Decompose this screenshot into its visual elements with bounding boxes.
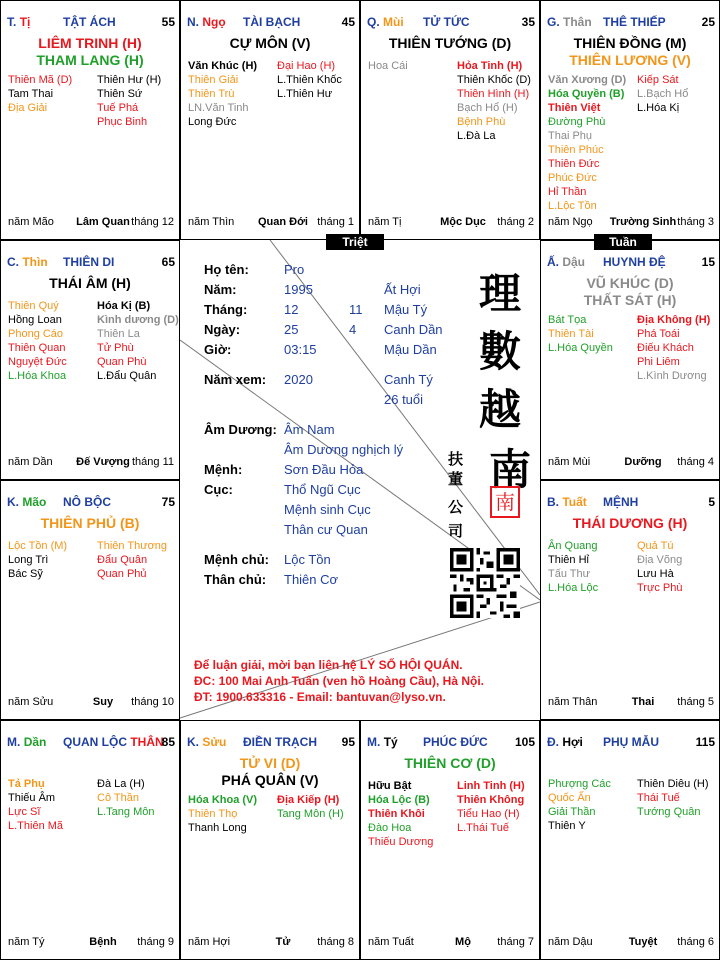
minor-star: Quan Phù <box>97 356 147 368</box>
triet-marker: Triệt <box>326 234 384 250</box>
star-column-right <box>637 777 709 819</box>
minor-star: Bác Sỹ <box>8 568 43 580</box>
house-name: THIÊN DI <box>63 255 115 269</box>
main-star: THIÊN PHỦ (B) <box>40 515 140 531</box>
minor-star: Địa Kiếp (H) <box>277 794 340 806</box>
palace-footer <box>8 456 174 469</box>
house-age: 65 <box>161 255 175 269</box>
month-can: Mậu Tý <box>384 302 428 317</box>
palace-year: năm Thìn <box>188 216 235 228</box>
minor-star: Kiếp Sát <box>637 74 679 86</box>
calligraphy-char-2: 數 <box>478 327 521 376</box>
palace-branch: T. Tị <box>7 15 31 29</box>
palace-month: tháng 12 <box>131 216 174 228</box>
star-column-left <box>188 59 257 129</box>
palace-footer <box>188 936 354 949</box>
view-year-label: Năm xem: <box>204 372 267 387</box>
house-name: NÔ BỘC <box>63 495 111 509</box>
star-column-right <box>97 777 154 819</box>
palace-month: tháng 1 <box>317 216 354 228</box>
palace-branch: K. Sửu <box>187 735 227 749</box>
calligraphy-char-1: 理 <box>478 269 521 318</box>
palace-dan <box>0 720 180 960</box>
hour-label: Giờ: <box>204 342 232 357</box>
palace-hoi <box>540 720 720 960</box>
minor-star: Đường Phù <box>548 116 606 128</box>
contact-address: ĐC: 100 Mai Anh Tuấn (ven hồ Hoàng Cầu), Hà Nội. <box>194 674 485 688</box>
contact-line-1: Để luận giải, mời bạn liên hệ LÝ SỐ HỘI QUÁN. <box>194 658 463 672</box>
house-age: 105 <box>514 735 535 749</box>
minor-star: Ân Quang <box>548 540 598 552</box>
age-value: 26 tuổi <box>384 392 424 407</box>
palace-mao <box>0 480 180 720</box>
minor-star: Thiên Hỉ <box>548 554 589 566</box>
minor-star: L.Bạch Hổ <box>637 88 689 100</box>
palace-month: tháng 11 <box>131 456 174 468</box>
minor-star: Quan Phủ <box>97 568 147 580</box>
star-column-right <box>97 299 179 383</box>
minor-star: Thiên Đức <box>548 158 600 170</box>
minor-star: Thiên Khôi <box>368 808 425 820</box>
star-column-left <box>548 313 613 355</box>
main-star: THẤT SÁT (H) <box>583 292 677 308</box>
palace-header <box>367 15 535 29</box>
palace-header <box>367 735 535 749</box>
star-column-right <box>457 779 525 835</box>
palace-branch: B. Tuất <box>547 495 587 509</box>
house-age: 35 <box>521 15 535 29</box>
palace-header <box>547 735 715 749</box>
life-stage: Đế Vượng <box>76 456 130 468</box>
palace-header <box>547 15 715 29</box>
minor-star: Phá Toái <box>637 328 680 340</box>
red-seal-stamp: 南 <box>490 486 520 518</box>
day-label: Ngày: <box>204 322 241 337</box>
palace-branch: Ấ. Dậu <box>547 255 586 269</box>
minor-star: Thiên Diêu (H) <box>637 778 709 790</box>
palace-ty <box>360 720 540 960</box>
hour-value: 03:15 <box>284 342 317 357</box>
cuc-value-1: Thổ Ngũ Cục <box>284 482 361 497</box>
minor-star: Tam Thai <box>8 88 54 100</box>
amduong-value-1: Âm Nam <box>284 422 335 437</box>
palace-year: năm Thân <box>548 696 598 708</box>
year-label: Năm: <box>204 282 237 297</box>
minor-star: Địa Võng <box>637 554 683 566</box>
minor-star: Thiên Mã (D) <box>8 74 73 86</box>
view-year-can: Canh Tý <box>384 372 433 387</box>
minor-star: Thiên Trù <box>188 88 235 100</box>
minor-star: Thiên Khốc (D) <box>457 74 531 86</box>
star-column-left <box>548 777 611 833</box>
than-chu-value: Thiên Cơ <box>284 572 339 587</box>
palace-suu <box>180 720 360 960</box>
minor-star: L.Thiên Khốc <box>277 74 342 86</box>
minor-star: Phượng Các <box>548 778 611 790</box>
minor-star: Thiếu Âm <box>8 792 56 804</box>
house-age: 45 <box>341 15 355 29</box>
star-column-right <box>637 539 682 595</box>
palace-header <box>187 15 355 29</box>
star-column-left <box>548 73 626 213</box>
house-age: 85 <box>161 735 175 749</box>
month-lunar: 11 <box>349 302 363 317</box>
seal-char-2: 董 <box>448 470 464 488</box>
star-column-left <box>548 539 598 595</box>
minor-star: Thiên La <box>97 328 140 340</box>
palace-ngo <box>180 0 360 240</box>
minor-star: Thiên Quý <box>8 300 59 312</box>
than-chu-label: Thân chủ: <box>204 572 267 587</box>
minor-star: L.Kình Dương <box>637 370 707 382</box>
name-value: Pro <box>284 262 305 277</box>
palace-footer <box>548 216 714 229</box>
minor-star: Thiên Thọ <box>188 808 238 820</box>
house-name: PHỤ MẪU <box>603 735 659 749</box>
star-column-left <box>8 299 67 383</box>
house-name: MỆNH <box>603 495 639 509</box>
minor-star: Điếu Khách <box>637 342 694 354</box>
palace-dau <box>540 240 720 480</box>
life-stage: Suy <box>92 696 114 708</box>
minor-star: Thiên Tài <box>548 328 594 340</box>
palace-month: tháng 8 <box>317 936 354 948</box>
house-name: THÊ THIẾP <box>603 15 666 29</box>
main-star: LIÊM TRINH (H) <box>38 35 142 51</box>
main-star: THÁI ÂM (H) <box>49 275 131 291</box>
minor-star: Bệnh Phù <box>457 116 506 128</box>
palace-year: năm Tuất <box>368 936 414 948</box>
minor-star: L.Thiên Hư <box>277 88 333 100</box>
star-column-right <box>277 793 344 821</box>
palace-year: năm Sửu <box>8 696 54 708</box>
palace-year: năm Mùi <box>548 456 591 468</box>
palace-year: năm Dậu <box>548 936 593 948</box>
minor-star: Đào Hoa <box>368 822 412 834</box>
star-column-right <box>97 539 167 581</box>
main-star: THIÊN LƯƠNG (V) <box>569 52 691 68</box>
minor-star: L.Đà La <box>457 130 496 142</box>
palace-footer <box>368 216 534 229</box>
minor-star: L.Đẩu Quân <box>97 370 157 382</box>
day-can: Canh Dần <box>384 322 443 337</box>
palace-branch: G. Thân <box>547 15 592 29</box>
minor-star: Thiên Thương <box>97 540 168 552</box>
minor-star: Thiên Việt <box>548 102 601 114</box>
cuc-value-3: Thân cư Quan <box>284 522 368 537</box>
life-stage: Trường Sinh <box>609 216 677 228</box>
minor-star: Hữu Bật <box>368 780 412 792</box>
minor-star: L.Tang Môn <box>97 806 155 818</box>
star-column-left <box>8 777 63 833</box>
palace-year: năm Hợi <box>188 936 231 948</box>
minor-star: LN.Văn Tinh <box>188 102 249 114</box>
minor-star: Tuế Phá <box>97 102 139 114</box>
minor-star: Tả Phụ <box>8 778 45 790</box>
minor-star: Hỏa Tinh (H) <box>457 60 523 72</box>
minor-star: Địa Không (H) <box>637 314 711 326</box>
star-column-left <box>368 59 408 73</box>
palace-footer <box>368 936 534 949</box>
life-stage: Bệnh <box>89 936 117 948</box>
minor-star: L.Thiên Mã <box>8 820 64 832</box>
minor-star: Đẩu Quân <box>97 554 148 566</box>
minor-star: Hoa Cái <box>368 60 408 72</box>
palace-month: tháng 7 <box>497 936 534 948</box>
minor-star: Phong Cáo <box>8 328 64 340</box>
house-name: TẬT ÁCH <box>63 15 116 29</box>
house-age: 115 <box>695 735 715 749</box>
palace-header <box>7 255 175 269</box>
minor-star: Long Trì <box>8 554 49 566</box>
year-can: Ất Hợi <box>384 282 421 297</box>
palace-footer <box>188 216 354 229</box>
minor-star: Thiên Hư (H) <box>97 74 162 86</box>
seal-char-1: 扶 <box>448 450 464 468</box>
calligraphy-char-3: 越 <box>478 385 521 434</box>
minor-star: Nguyệt Đức <box>8 356 67 368</box>
main-star: THIÊN CƠ (D) <box>404 755 496 771</box>
house-name: HUYNH ĐỆ <box>603 255 666 269</box>
star-column-left <box>368 779 433 849</box>
seal-char-4: 司 <box>448 522 464 540</box>
palace-footer <box>8 696 174 709</box>
palace-branch: N. Ngọ <box>187 15 226 29</box>
palace-than <box>540 0 720 240</box>
minor-star: Đà La (H) <box>97 778 145 790</box>
palace-branch: M. Dần <box>7 735 47 749</box>
minor-star: Bát Tọa <box>548 314 587 326</box>
house-age: 25 <box>701 15 715 29</box>
main-star: TỬ VI (D) <box>239 755 301 771</box>
star-column-left <box>188 793 257 835</box>
minor-star: Đại Hao (H) <box>277 60 336 72</box>
menh-chu-value: Lộc Tồn <box>284 552 331 567</box>
minor-star: Long Đức <box>188 116 237 128</box>
main-star: THIÊN ĐỒNG (M) <box>573 35 687 51</box>
minor-star: Địa Giải <box>8 102 48 114</box>
star-column-right <box>637 73 688 115</box>
calligraphy-char-4: 南 <box>488 445 531 494</box>
minor-star: Thiên Không <box>457 794 525 806</box>
life-stage: Mộc Dục <box>440 216 486 228</box>
qr-code-icon <box>450 548 520 618</box>
palace-header <box>7 15 175 29</box>
minor-star: Hóa Khoa (V) <box>188 794 258 806</box>
house-age: 55 <box>161 15 175 29</box>
minor-star: L.Hóa Quyền <box>548 342 613 354</box>
palace-year: năm Tị <box>368 216 402 228</box>
cuc-value-2: Mệnh sinh Cục <box>284 502 371 517</box>
minor-star: Thiên Phúc <box>548 144 604 156</box>
star-column-left <box>8 539 67 581</box>
palace-thin <box>0 240 180 480</box>
contact-phone-email: ĐT: 1900.633316 - Email: bantuvan@lyso.vn. <box>194 690 446 704</box>
minor-star: Hóa Quyền (B) <box>548 88 625 100</box>
palace-header <box>7 495 175 509</box>
menh-label: Mệnh: <box>204 462 243 477</box>
star-column-right <box>637 313 710 383</box>
palace-year: năm Tý <box>8 936 45 948</box>
life-stage: Tuyệt <box>628 936 658 948</box>
minor-star: Thiên Sứ <box>97 88 143 100</box>
main-star: THÁI DƯƠNG (H) <box>572 515 688 531</box>
life-stage: Tử <box>275 936 291 948</box>
star-column-right <box>457 59 531 143</box>
minor-star: Thiên Quan <box>8 342 66 354</box>
palace-month: tháng 5 <box>677 696 714 708</box>
palace-header <box>7 735 175 749</box>
month-value: 12 <box>284 302 299 317</box>
palace-header <box>547 495 715 509</box>
life-stage: Quan Đới <box>258 216 308 228</box>
palace-footer <box>548 696 714 709</box>
minor-star: Văn Xương (D) <box>548 74 627 86</box>
star-column-left <box>8 73 72 115</box>
palace-branch: M. Tý <box>367 735 398 749</box>
minor-star: Linh Tinh (H) <box>457 780 525 792</box>
star-column-right <box>277 59 342 101</box>
star-column-right <box>97 73 161 129</box>
life-stage: Dưỡng <box>624 456 662 468</box>
minor-star: Trực Phù <box>637 582 683 594</box>
palace-month: tháng 4 <box>677 456 714 468</box>
cuc-label: Cục: <box>204 482 233 497</box>
minor-star: Bạch Hổ (H) <box>457 102 518 114</box>
house-name: QUAN LỘC THÂN <box>63 735 164 749</box>
palace-branch: Đ. Hợi <box>547 735 583 749</box>
amduong-label: Âm Dương: <box>204 422 277 437</box>
palace-month: tháng 2 <box>497 216 534 228</box>
palace-year: năm Mão <box>8 216 54 228</box>
house-name: TỬ TỨC <box>423 15 470 29</box>
minor-star: Cô Thần <box>97 792 139 804</box>
life-stage: Mộ <box>455 936 471 948</box>
day-value: 25 <box>284 322 299 337</box>
minor-star: L.Thái Tuế <box>457 822 509 834</box>
palace-month: tháng 10 <box>131 696 174 708</box>
house-age: 5 <box>708 495 715 509</box>
minor-star: Hóa Kị (B) <box>97 300 151 312</box>
minor-star: Tử Phù <box>97 342 134 354</box>
seal-char-3: 公 <box>448 498 464 516</box>
minor-star: Thiên Hình (H) <box>457 88 530 100</box>
minor-star: Thiên Y <box>548 820 586 832</box>
palace-header <box>187 735 355 749</box>
year-value: 1995 <box>284 282 313 297</box>
minor-star: Thiếu Dương <box>368 836 434 848</box>
minor-star: Quốc Ấn <box>548 792 591 804</box>
palace-branch: K. Mão <box>7 495 47 509</box>
minor-star: Lực Sĩ <box>8 806 41 818</box>
month-label: Tháng: <box>204 302 248 317</box>
minor-star: Thai Phụ <box>548 130 593 142</box>
minor-star: Phục Binh <box>97 116 148 128</box>
minor-star: Lưu Hà <box>637 568 674 580</box>
day-lunar: 4 <box>349 322 357 337</box>
name-label: Họ tên: <box>204 262 249 277</box>
palace-header <box>547 255 715 269</box>
palace-tuat <box>540 480 720 720</box>
view-year-value: 2020 <box>284 372 313 387</box>
minor-star: Phúc Đức <box>548 172 597 184</box>
palace-month: tháng 9 <box>137 936 174 948</box>
palace-year: năm Ngọ <box>548 216 593 228</box>
tuan-marker: Tuần <box>594 234 652 250</box>
minor-star: Thanh Long <box>188 822 247 834</box>
minor-star: Tang Môn (H) <box>277 808 344 820</box>
minor-star: Tiểu Hao (H) <box>457 808 520 820</box>
minor-star: Kình dương (D) <box>97 314 179 326</box>
palace-footer <box>8 216 174 229</box>
amduong-value-2: Âm Dương nghịch lý <box>284 442 404 457</box>
minor-star: Hóa Lộc (B) <box>368 794 430 806</box>
minor-star: Hỉ Thần <box>548 186 587 198</box>
minor-star: Thái Tuế <box>637 792 680 804</box>
main-star: CỰ MÔN (V) <box>229 35 311 51</box>
than-marker: THÂN <box>130 735 164 749</box>
palace-year: năm Dần <box>8 456 53 468</box>
house-name: PHÚC ĐỨC <box>423 735 488 749</box>
house-age: 75 <box>161 495 175 509</box>
palace-branch: Q. Mùi <box>367 15 404 29</box>
minor-star: Hồng Loan <box>8 314 62 326</box>
palace-branch: C. Thìn <box>7 255 48 269</box>
main-star: THAM LANG (H) <box>36 52 144 68</box>
minor-star: Quả Tú <box>637 540 674 552</box>
life-stage: Lâm Quan <box>76 216 130 228</box>
minor-star: Thiên Giải <box>188 74 239 86</box>
minor-star: Tấu Thư <box>548 568 591 580</box>
palace-month: tháng 3 <box>677 216 714 228</box>
hour-can: Mậu Dần <box>384 342 437 357</box>
minor-star: L.Lộc Tồn <box>548 200 597 212</box>
house-age: 95 <box>341 735 355 749</box>
main-star: VŨ KHÚC (D) <box>586 275 674 291</box>
center-info-panel <box>180 240 540 720</box>
house-age: 15 <box>701 255 715 269</box>
minor-star: Lộc Tồn (M) <box>8 540 68 552</box>
palace-month: tháng 6 <box>677 936 714 948</box>
minor-star: L.Hóa Kị <box>637 102 680 114</box>
minor-star: Giải Thần <box>548 806 596 818</box>
minor-star: L.Hóa Lộc <box>548 582 599 594</box>
main-star: PHÁ QUÂN (V) <box>221 772 319 788</box>
palace-footer <box>8 936 174 949</box>
palace-footer <box>548 936 714 949</box>
menh-value: Sơn Đầu Hỏa <box>284 462 364 477</box>
palace-ti <box>0 0 180 240</box>
house-name: TÀI BẠCH <box>243 15 301 29</box>
minor-star: Phi Liêm <box>637 356 680 368</box>
main-star: THIÊN TƯỚNG (D) <box>388 35 512 51</box>
house-name: ĐIỀN TRẠCH <box>243 735 317 749</box>
life-stage: Thai <box>631 696 655 708</box>
menh-chu-label: Mệnh chủ: <box>204 552 269 567</box>
minor-star: L.Hóa Khoa <box>8 370 67 382</box>
palace-footer <box>548 456 714 469</box>
palace-mui <box>360 0 540 240</box>
minor-star: Văn Khúc (H) <box>188 60 258 72</box>
minor-star: Tướng Quân <box>637 806 701 818</box>
